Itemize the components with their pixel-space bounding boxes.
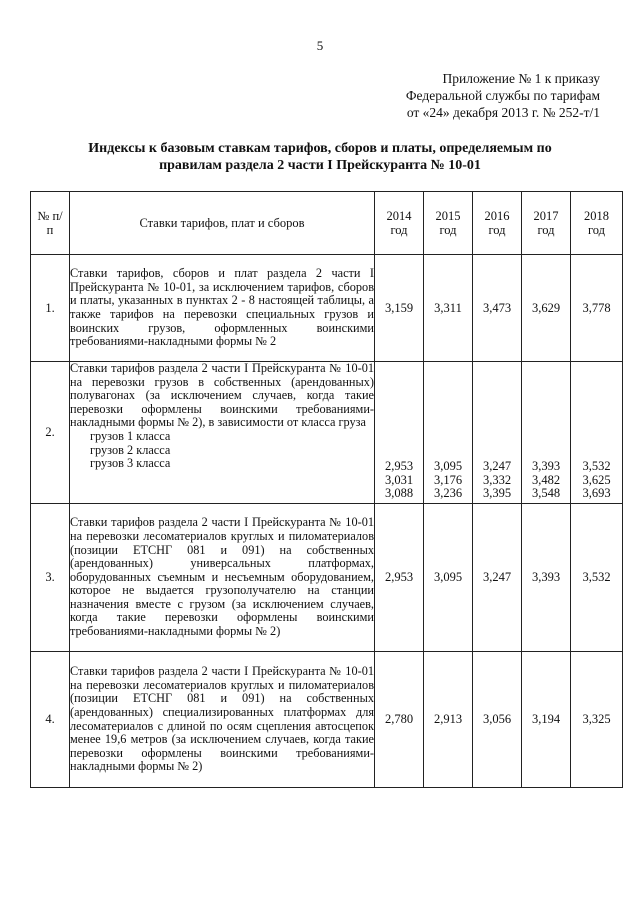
header-desc: Ставки тарифов, плат и сборов — [70, 192, 375, 255]
value-cell: 3,532 — [571, 504, 623, 652]
value-cell-group — [424, 362, 473, 504]
header-year-2014: 2014 год — [375, 192, 424, 255]
value-cell: 3,548 — [531, 486, 561, 501]
value-cell: 3,247 — [473, 504, 522, 652]
appendix-line-2: Федеральной службы по тарифам — [405, 88, 600, 103]
subrow-label: грузов 1 класса — [90, 428, 171, 443]
value-cell: 3,095 — [433, 459, 463, 474]
value-cell: 3,625 — [582, 472, 611, 487]
row-description: Ставки тарифов раздела 2 части I Прейскуранта № 10-01 на перевозки грузов в собственных (арендованных) полувагонах (за исключением случаев, когда такие перевозки оформлены воинскими требованиями-накладными формы № 2), в зависимости от класса груза — [70, 361, 374, 430]
row-description: Ставки тарифов раздела 2 части I Прейскуранта № 10-01 на перевозки лесоматериалов круглых и пиломатериалов (позиции ЕТСНГ 081 и 091) на собственных (арендованных) универсальных платформах, оборудованных съемным и несъемным оборудованием, которое не выдается грузополучателю на станции назначения вместе с грузом (за исключением случаев, когда такие перевозки оформлены воинскими требованиями-накладными формы № 2) — [70, 504, 375, 652]
value-cell: 3,482 — [531, 472, 561, 487]
value-cell: 3,159 — [375, 255, 424, 362]
value-cell: 3,194 — [522, 652, 571, 788]
rates-table — [30, 191, 623, 788]
subrow-label: грузов 3 класса — [90, 456, 171, 471]
value-cell: 2,953 — [375, 504, 424, 652]
table-header-row — [31, 192, 623, 255]
header-year-2018: 2018 год — [571, 192, 623, 255]
table-row — [31, 504, 623, 652]
row-description-group — [70, 362, 375, 504]
value-cell-group — [571, 362, 623, 504]
value-cell-group — [522, 362, 571, 504]
subrow-label: грузов 2 класса — [90, 442, 171, 457]
value-cell: 3,393 — [531, 459, 561, 474]
row-number: 4. — [31, 652, 70, 788]
value-cell: 3,393 — [522, 504, 571, 652]
title-line-1: Индексы к базовым ставкам тарифов, сборов и платы, определяемым по — [88, 141, 552, 156]
row-description: Ставки тарифов, сборов и плат раздела 2 части I Прейскуранта № 10-01, за исключением тарифов, сборов и платы, указанных в пунктах 2 - 8 настоящей таблицы, а также тарифов на перевозки специальных грузов и воинских грузов, оформленных воинскими требованиями-накладными формы № 2 — [70, 255, 375, 362]
value-cell: 3,473 — [473, 255, 522, 362]
header-year-2016: 2016 год — [473, 192, 522, 255]
value-cell: 3,395 — [482, 486, 512, 501]
row-number: 2. — [31, 362, 70, 504]
value-cell: 3,311 — [424, 255, 473, 362]
value-cell: 2,953 — [384, 459, 414, 474]
value-cell: 3,325 — [571, 652, 623, 788]
value-cell-group — [375, 362, 424, 504]
value-cell: 3,236 — [433, 486, 463, 501]
value-cell: 2,913 — [424, 652, 473, 788]
document-title — [0, 140, 640, 174]
value-cell: 3,629 — [522, 255, 571, 362]
table-row — [31, 652, 623, 788]
table-row — [31, 362, 623, 504]
header-year-2017: 2017 год — [522, 192, 571, 255]
value-cell: 3,532 — [582, 459, 611, 474]
header-num: № п/п — [31, 192, 70, 255]
title-line-2: правилам раздела 2 части I Прейскуранта № 10-01 — [159, 158, 481, 173]
appendix-header — [406, 70, 600, 121]
table-row — [31, 255, 623, 362]
value-cell-group — [473, 362, 522, 504]
value-cell: 3,095 — [424, 504, 473, 652]
header-year-2015: 2015 год — [424, 192, 473, 255]
value-cell: 2,780 — [375, 652, 424, 788]
row-number: 3. — [31, 504, 70, 652]
appendix-line-3: от «24» декабря 2013 г. № 252-т/1 — [406, 105, 600, 120]
row-description: Ставки тарифов раздела 2 части I Прейскуранта № 10-01 на перевозки лесоматериалов круглых и пиломатериалов (позиции ЕТСНГ 081 и 091) на собственных (арендованных) специализированных платформах для лесоматериалов с длиной по осям сцепления автосцепок менее 19,6 метров (за исключением случаев, когда такие перевозки оформлены воинскими требованиями-накладными формы № 2) — [70, 652, 375, 788]
value-cell: 3,332 — [482, 472, 512, 487]
value-cell: 3,056 — [473, 652, 522, 788]
value-cell: 3,247 — [482, 459, 512, 474]
value-cell: 3,693 — [582, 486, 611, 501]
row-number: 1. — [31, 255, 70, 362]
value-cell: 3,176 — [433, 472, 463, 487]
page-number: 5 — [316, 38, 324, 53]
appendix-line-1: Приложение № 1 к приказу — [442, 71, 600, 86]
value-cell: 3,778 — [571, 255, 623, 362]
value-cell: 3,088 — [384, 486, 414, 501]
value-cell: 3,031 — [384, 472, 414, 487]
